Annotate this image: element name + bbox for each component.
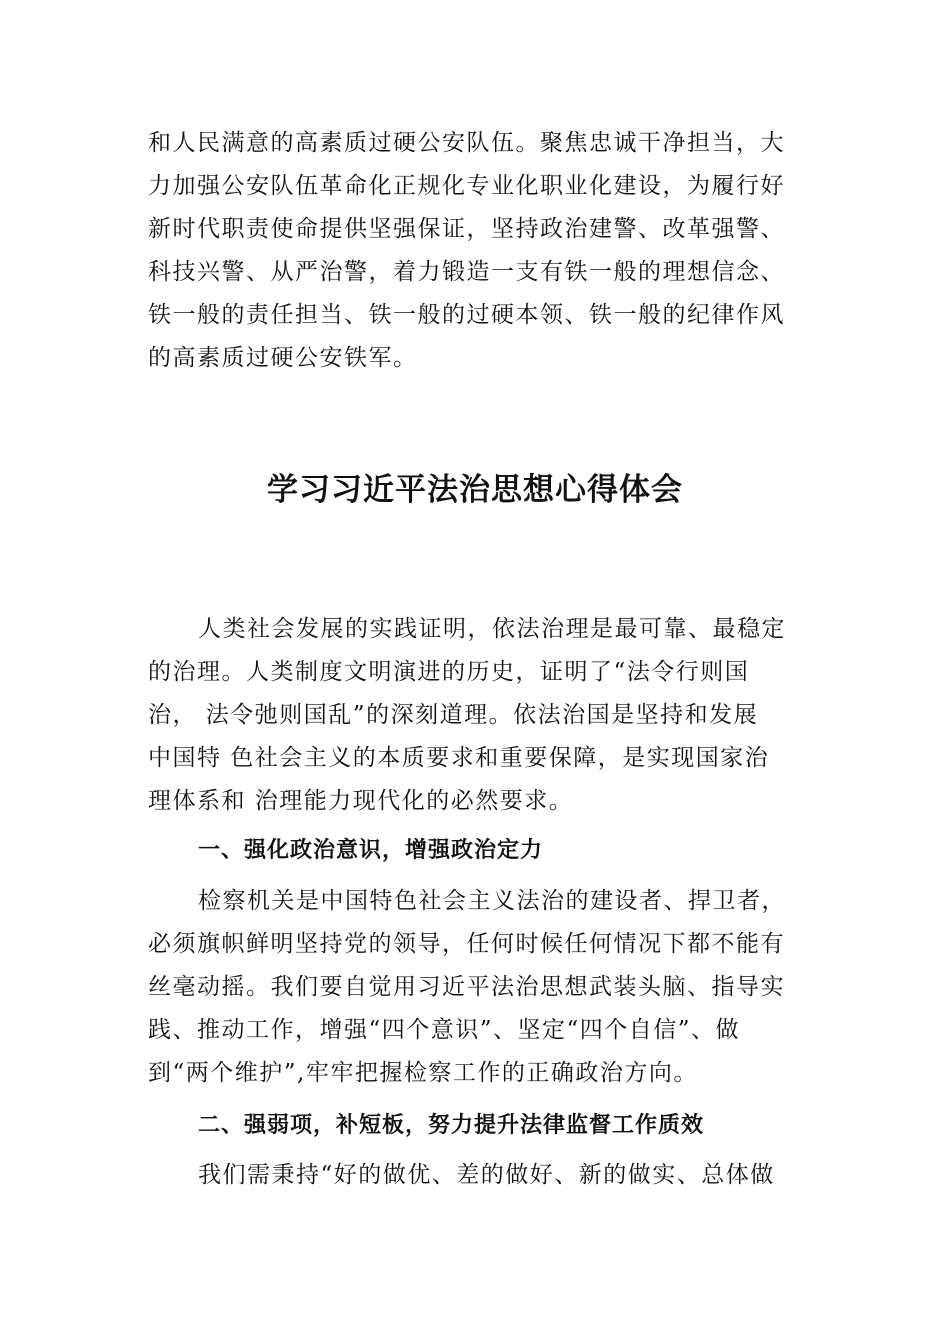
paragraph-line: 和人民满意的高素质过硬公安队伍。聚焦忠诚干净担当，大 bbox=[148, 130, 785, 156]
paragraph-line: 科技兴警、从严治警，着力锻造一支有铁一般的理想信念、 bbox=[148, 259, 785, 285]
paragraph-line: 铁一般的责任担当、铁一般的过硬本领、铁一般的纪律作风 bbox=[148, 302, 785, 328]
paragraph-line: 治， 法令弛则国乱”的深刻道理。依法治国是坚持和发展 bbox=[148, 702, 759, 728]
article-title: 学习习近平法治思想心得体会 bbox=[267, 472, 683, 508]
paragraph-line: 丝毫动摇。我们要自觉用习近平法治思想武装头脑、指导实 bbox=[148, 974, 785, 1000]
section-2-paragraph bbox=[148, 1154, 818, 1197]
section-heading-1: 一、强化政治意识，增强政治定力 bbox=[198, 838, 544, 863]
paragraph-line: 我们需秉持“好的做优、差的做好、新的做实、总体做 bbox=[198, 1162, 775, 1188]
paragraph-line: 必须旗帜鲜明坚持党的领导，任何时候任何情况下都不能有 bbox=[148, 931, 785, 957]
paragraph-line: 人类社会发展的实践证明，依法治理是最可靠、最稳定 bbox=[198, 616, 786, 642]
intro-paragraph bbox=[148, 608, 818, 823]
paragraph-line: 践、推动工作，增强“四个意识”、坚定“四个自信”、做 bbox=[148, 1017, 741, 1043]
section-1-paragraph bbox=[148, 880, 818, 1095]
top-paragraph bbox=[148, 122, 818, 380]
paragraph-line: 中国特 色社会主义的本质要求和重要保障，是实现国家治 bbox=[148, 745, 770, 771]
paragraph-line: 检察机关是中国特色社会主义法治的建设者、捍卫者， bbox=[198, 888, 786, 914]
paragraph-line: 到“两个维护”,牢牢把握检察工作的正确政治方向。 bbox=[148, 1060, 698, 1086]
paragraph-line: 力加强公安队伍革命化正规化专业化职业化建设，为履行好 bbox=[148, 173, 785, 199]
paragraph-line: 新时代职责使命提供坚强保证，坚持政治建警、改革强警、 bbox=[148, 216, 785, 242]
section-heading-2: 二、强弱项，补短板，努力提升法律监督工作质效 bbox=[198, 1113, 705, 1138]
paragraph-line: 理体系和 治理能力现代化的必然要求。 bbox=[148, 788, 574, 814]
paragraph-line: 的治理。人类制度文明演进的历史，证明了“法令行则国 bbox=[148, 659, 750, 685]
paragraph-line: 的高素质过硬公安铁军。 bbox=[148, 345, 418, 371]
